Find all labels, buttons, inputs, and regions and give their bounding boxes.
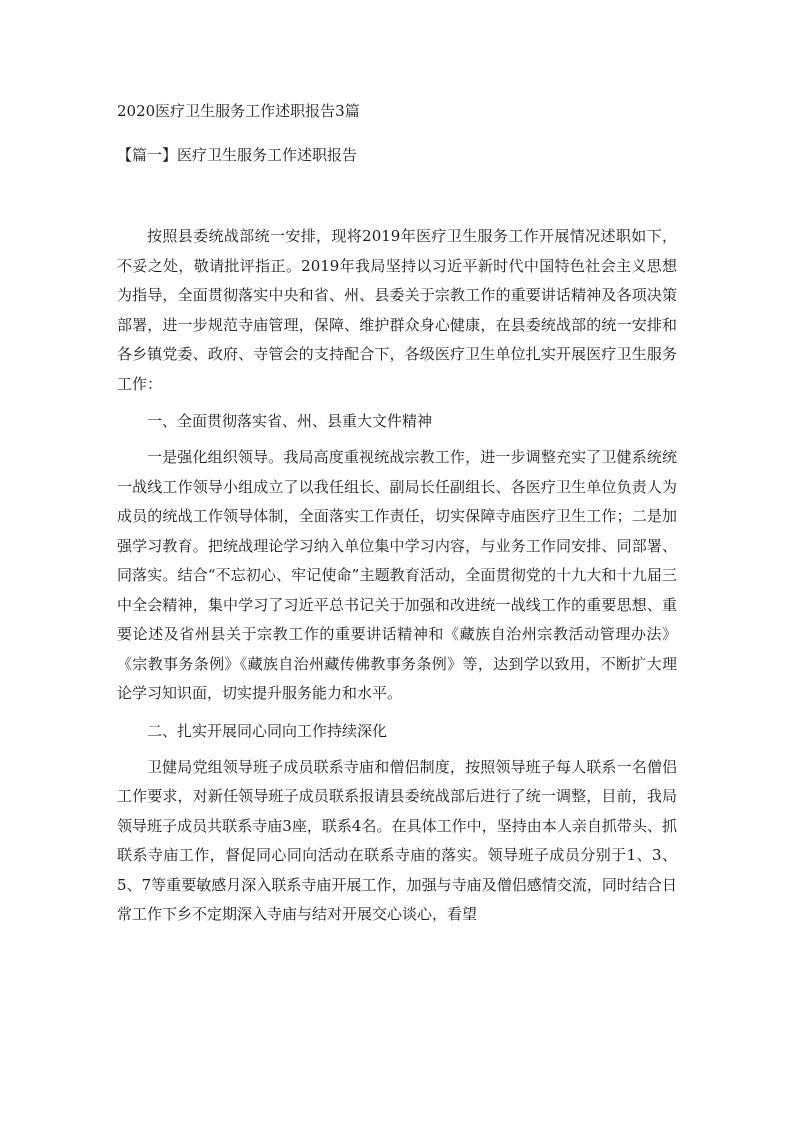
heading-two: 二、扎实开展同心同向工作持续深化: [147, 721, 388, 740]
document-body: [117, 222, 677, 930]
document-title: 2020医疗卫生服务工作述职报告3篇: [117, 102, 360, 120]
heading-one: 一、全面贯彻落实省、州、县重大文件精神: [147, 412, 433, 430]
paragraph-organization: 一是强化组织领导。我局高度重视统战宗教工作，进一步调整充实了卫健系统统一战线工作领导小组成立了以我任组长、副局长任副组长、各医疗卫生单位负责人为成员的统战工作领导体制，全面落实工作责任，切实保障寺庙医疗卫生工作；二是加强学习教育。把统战理论学习纳入单位集中学习内容，与业务工作同安排、同部署、同落实。结合“不忘初心、牢记使命”主题教育活动，全面贯彻党的十九大和十九届三中全会精神，集中学习了习近平总书记关于加强和改进统一战线工作的重要思想、重要论述及省州县关于宗教工作的重要讲话精神和《藏族自治州宗教活动管理办法》《宗教事务条例》《藏族自治州藏传佛教事务条例》等，达到学以致用，不断扩大理论学习知识面，切实提升服务能力和水平。: [117, 448, 677, 702]
section-title: 【篇一】医疗卫生服务工作述职报告: [117, 146, 358, 164]
paragraph-liaison: 卫健局党组领导班子成员联系寺庙和僧侣制度，按照领导班子每人联系一名僧侣工作要求，对新任领导班子成员联系报请县委统战部后进行了统一调整，目前，我局领导班子成员共联系寺庙3座，联系4名。在具体工作中，坚持由本人亲自抓带头、抓联系寺庙工作，督促同心同向活动在联系寺庙的落实。领导班子成员分别于1、3、5、7等重要敏感月深入联系寺庙开展工作，加强与寺庙及僧侣感情交流，同时结合日常工作下乡不定期深入寺庙与结对开展交心谈心，看望: [117, 757, 677, 923]
intro-paragraph: 按照县委统战部统一安排，现将2019年医疗卫生服务工作开展情况述职如下，不妥之处，敬请批评指正。2019年我局坚持以习近平新时代中国特色社会主义思想为指导，全面贯彻落实中央和省、州、县委关于宗教工作的重要讲话精神及各项决策部署，进一步规范寺庙管理，保障、维护群众身心健康，在县委统战部的统一安排和各乡镇党委、政府、寺管会的支持配合下，各级医疗卫生单位扎实开展医疗卫生服务工作：: [117, 227, 677, 393]
